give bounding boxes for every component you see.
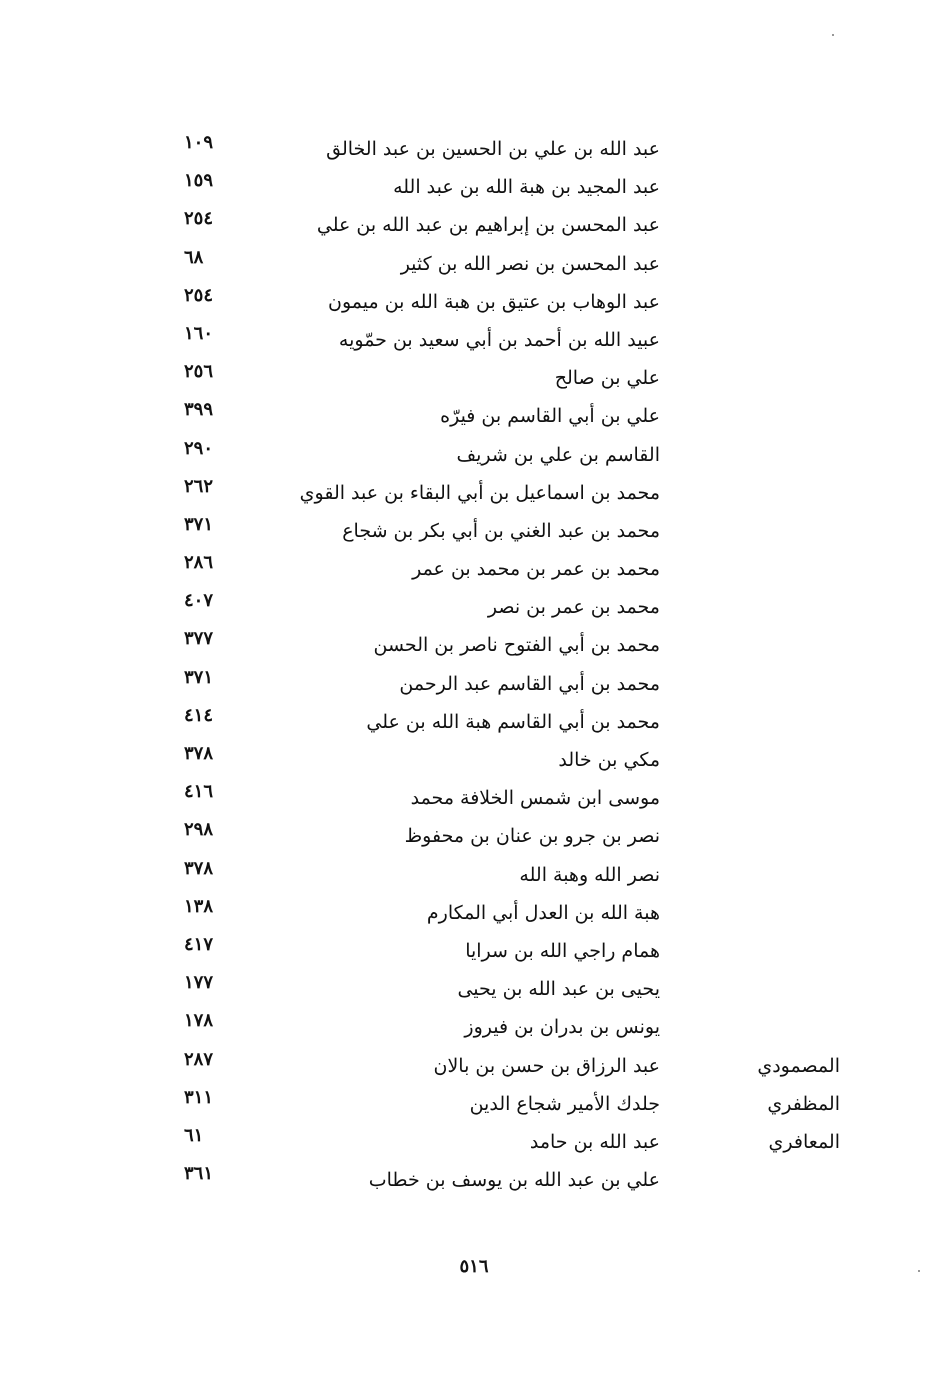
page-number: ٢٨٦ [184, 552, 214, 574]
page-number: ٣٦١ [184, 1163, 214, 1185]
index-entry [0, 665, 948, 703]
index-entry [0, 474, 948, 512]
page-number: ٣٧٧ [184, 628, 214, 650]
index-entry [0, 206, 948, 244]
person-name: محمد بن عمر بن نصر [487, 596, 660, 619]
person-name: يونس بن بدران بن فيروز [464, 1016, 660, 1039]
person-name: عبد الله بن علي بن الحسين بن عبد الخالق [326, 138, 660, 160]
page-number: ١٥٩ [184, 170, 214, 192]
page-number: ٣١١ [184, 1086, 214, 1108]
page-number: ١٠٩ [184, 132, 214, 153]
index-entry [0, 894, 948, 932]
page-number: ٢٩٠ [184, 437, 214, 459]
page-number: ١٧٧ [184, 972, 214, 994]
person-name: علي بن صالح [554, 367, 660, 390]
index-entry [0, 397, 948, 435]
person-name: مكي بن خالد [558, 749, 660, 771]
person-name: موسى ابن شمس الخلافة محمد [410, 787, 660, 810]
person-name: يحيى بن عبد الله بن يحيى [457, 978, 660, 1001]
index-entry [0, 321, 948, 359]
index-entry [0, 588, 948, 626]
page-number: ٢٩٨ [184, 819, 214, 841]
page-number: ٣٧١ [184, 513, 214, 535]
index-entry [0, 779, 948, 817]
index-entry [0, 1047, 948, 1085]
index-entry [0, 436, 948, 474]
index-entry [0, 130, 948, 168]
index-entry [0, 245, 948, 283]
page-number: ١٣٨ [184, 895, 214, 917]
page-number: ٤١٤ [184, 704, 214, 726]
page-number: ٣٩٩ [184, 399, 214, 421]
page-number: ٤١٧ [184, 933, 214, 955]
person-name: عبد المحسن بن نصر الله بن كثير [400, 252, 660, 275]
nisba-label: المعافري [768, 1130, 840, 1153]
person-name: محمد بن أبي الفتوح ناصر بن الحسن [373, 634, 660, 657]
page-number: ٤١٦ [184, 781, 214, 803]
index-entry [0, 626, 948, 664]
index-entry [0, 1085, 948, 1123]
index-entry [0, 550, 948, 588]
index-entry [0, 168, 948, 206]
index-entry [0, 856, 948, 894]
index-entry [0, 1008, 948, 1046]
index-entry [0, 703, 948, 741]
index-entry [0, 1123, 948, 1161]
scan-speck [918, 1270, 920, 1272]
index-entry [0, 1161, 948, 1199]
page-number: ٦٨ [184, 246, 204, 268]
person-name: محمد بن اسماعيل بن أبي البقاء بن عبد القوي [299, 481, 660, 504]
person-name: عبد الرزاق بن حسن بن بالان [433, 1054, 660, 1077]
person-name: عبد الله بن حامد [529, 1130, 660, 1153]
person-name: محمد بن أبي القاسم هبة الله بن علي [366, 710, 660, 733]
page-number: ١٧٨ [184, 1010, 214, 1032]
index-entry [0, 932, 948, 970]
page-number: ٢٦٢ [184, 475, 214, 497]
person-name: علي بن عبد الله بن يوسف بن خطاب [368, 1169, 660, 1192]
index-entry [0, 741, 948, 779]
person-name: هبة الله بن العدل أبي المكارم [426, 901, 660, 924]
page-number: ٢٨٧ [184, 1048, 214, 1070]
page-number: ٢٥٦ [184, 361, 214, 383]
page-number: ٤٠٧ [184, 590, 214, 612]
person-name: محمد بن عبد الغني بن أبي بكر بن شجاع [342, 519, 660, 542]
index-entry [0, 512, 948, 550]
person-name: عبيد الله بن أحمد بن أبي سعيد بن حمّويه [338, 328, 660, 351]
index-entry [0, 970, 948, 1008]
person-name: نصر الله وهبة الله [519, 863, 660, 886]
person-name: عبد المجيد بن هبة الله بن عبد الله [393, 176, 660, 199]
nisba-label: المظفري [767, 1092, 840, 1115]
scan-speck [832, 34, 834, 36]
page-folio-number: ٥١٦ [459, 1256, 489, 1277]
nisba-label: المصمودي [757, 1054, 840, 1077]
page-number: ١٦٠ [184, 322, 214, 344]
person-name: همام راجي الله بن سرايا [465, 939, 660, 962]
person-name: نصر بن جرو بن عنان بن محفوظ [404, 825, 660, 848]
page-number: ٣٧١ [184, 666, 214, 688]
index-entry [0, 359, 948, 397]
person-name: عبد الوهاب بن عتيق بن هبة الله بن ميمون [328, 290, 660, 313]
page-number: ٣٧٨ [184, 857, 214, 879]
person-name: محمد بن أبي القاسم عبد الرحمن [399, 672, 660, 695]
page-number: ٦١ [184, 1124, 204, 1146]
index-entry [0, 283, 948, 321]
person-name: جلدك الأمير شجاع الدين [469, 1092, 660, 1115]
page-number: ٢٥٤ [184, 208, 214, 230]
person-name: عبد المحسن بن إبراهيم بن عبد الله بن علي [316, 214, 660, 237]
page-number: ٣٧٨ [184, 743, 214, 764]
person-name: علي بن أبي القاسم بن فيرّه [440, 405, 660, 428]
person-name: القاسم بن علي بن شريف [456, 443, 660, 466]
index-entry [0, 817, 948, 855]
index-entries [0, 130, 948, 1199]
person-name: محمد بن عمر بن محمد بن عمر [412, 558, 660, 581]
page-number: ٢٥٤ [184, 284, 214, 306]
